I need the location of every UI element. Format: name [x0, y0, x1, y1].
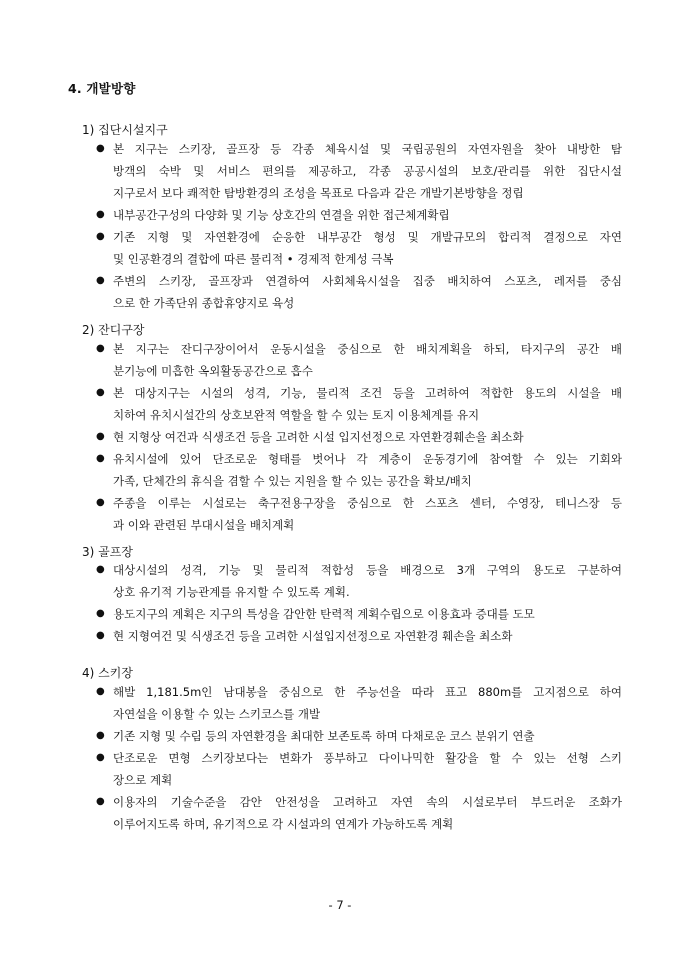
page-number: - 7 - [328, 898, 352, 912]
bullet-item [96, 681, 622, 725]
bullet-icon: ● [96, 630, 105, 641]
bullet-text-line: 내부공간구성의 다양화 및 기능 상호간의 연결을 위한 접근체계확립 [113, 208, 450, 222]
subsection-title: 3) 골프장 [82, 545, 133, 559]
bullet-text-line: 장으로 계획 [113, 773, 173, 787]
bullet-item [96, 382, 622, 426]
bullet-item [96, 725, 622, 747]
bullet-icon: ● [96, 686, 105, 697]
bullet-text-line: 현 지형상 여건과 식생조건 등을 고려한 시설 입지선정으로 자연환경훼손을 최소화 [113, 430, 524, 444]
section-heading: 4. 개발방향 [68, 81, 136, 96]
bullet-text-line: 치하여 유치시설간의 상호보완적 역할을 할 수 있는 토지 이용체계를 유지 [113, 408, 480, 422]
bullet-icon: ● [96, 387, 105, 398]
bullet-icon: ● [96, 752, 105, 763]
bullet-text-line: 이루어지도록 하며, 유기적으로 각 시설과의 연계가 가능하도록 계획 [113, 817, 454, 831]
bullet-text-line: 및 인공환경의 결합에 따른 물리적 • 경제적 한계성 극복 [113, 252, 394, 266]
bullet-item [96, 338, 622, 382]
bullet-icon: ● [96, 275, 105, 286]
bullet-text-line: 으로 한 가족단위 종합휴양지로 육성 [113, 296, 295, 310]
subsection-title: 4) 스키장 [82, 666, 133, 680]
bullet-text-line: 주변의 스키장, 골프장과 연결하여 사회체육시설을 집중 배치하여 스포츠, 레저를 중심 [113, 274, 622, 288]
bullet-text-line: 과 이와 관련된 부대시설을 배치계획 [113, 518, 295, 532]
bullet-item [96, 747, 622, 791]
bullet-text-line: 본 지구는 잔디구장이어서 운동시설을 중심으로 한 배치계획을 하되, 타지구의 공간 배 [113, 342, 622, 356]
bullet-text-line: 본 지구는 스키장, 골프장 등 각종 체육시설 및 국립공원의 자연자원을 찾아 내방한 탐 [113, 142, 622, 156]
bullet-text-line: 가족, 단체간의 휴식을 겸할 수 있는 지원을 할 수 있는 공간을 확보/배치 [113, 474, 472, 488]
bullet-text-line: 용도지구의 계획은 지구의 특성을 감안한 탄력적 계획수립으로 이용효과 증대를 도모 [113, 607, 535, 621]
subsection-title: 2) 잔디구장 [82, 323, 145, 337]
bullet-icon: ● [96, 564, 105, 575]
bullet-icon: ● [96, 231, 105, 242]
bullet-text-line: 이용자의 기술수준을 감안 안전성을 고려하고 자연 속의 시설로부터 부드러운 조화가 [113, 795, 622, 809]
bullet-icon: ● [96, 343, 105, 354]
bullet-text-line: 기존 지형 및 자연환경에 순응한 내부공간 형성 및 개발규모의 합리적 결정으로 자연 [113, 230, 622, 244]
bullet-item [96, 625, 622, 647]
bullet-text-line: 자연설을 이용할 수 있는 스키코스를 개발 [113, 707, 321, 721]
bullet-text-line: 대상시설의 성격, 기능 및 물리적 적합성 등을 배경으로 3개 구역의 용도로 구분하여 [113, 563, 622, 577]
bullet-icon: ● [96, 730, 105, 741]
bullet-text-line: 본 대상지구는 시설의 성격, 기능, 물리적 조건 등을 고려하여 적합한 용도의 시설을 배 [113, 386, 622, 400]
bullet-text-line: 기존 지형 및 수림 등의 자연환경을 최대한 보존토록 하며 다채로운 코스 분위기 연출 [113, 729, 535, 743]
bullet-text-line: 상호 유기적 기능관계를 유지할 수 있도록 계획. [113, 585, 350, 599]
bullet-item [96, 138, 622, 204]
bullet-icon: ● [96, 608, 105, 619]
bullet-item [96, 559, 622, 603]
bullet-item [96, 603, 622, 625]
bullet-item [96, 791, 622, 835]
bullet-icon: ● [96, 431, 105, 442]
bullet-icon: ● [96, 209, 105, 220]
bullet-text-line: 단조로운 면형 스키장보다는 변화가 풍부하고 다이나믹한 활강을 할 수 있는 선형 스키 [113, 751, 622, 765]
bullet-text-line: 해발 1,181.5m인 남대봉을 중심으로 한 주능선을 따라 표고 880m를 고지점으로 하여 [113, 685, 622, 699]
bullet-item [96, 448, 622, 492]
bullet-text-line: 주종을 이루는 시설로는 축구전용구장을 중심으로 한 스포츠 센터, 수영장, 테니스장 등 [113, 496, 622, 510]
bullet-item [96, 204, 622, 226]
bullet-icon: ● [96, 796, 105, 807]
bullet-text-line: 분기능에 미흡한 옥외활동공간으로 흡수 [113, 364, 313, 378]
bullet-item [96, 492, 622, 536]
bullet-icon: ● [96, 143, 105, 154]
bullet-text-line: 방객의 숙박 및 서비스 편의를 제공하고, 각종 공공시설의 보호/관리를 위한 집단시설 [113, 164, 622, 178]
subsection-title: 1) 집단시설지구 [82, 123, 168, 137]
bullet-text-line: 현 지형여건 및 식생조건 등을 고려한 시설입지선정으로 자연환경 훼손을 최소화 [113, 629, 513, 643]
bullet-item [96, 426, 622, 448]
bullet-icon: ● [96, 453, 105, 464]
bullet-text-line: 지구로서 보다 쾌적한 탐방환경의 조성을 목표로 다음과 같은 개발기본방향을 정립 [113, 186, 524, 200]
bullet-item [96, 270, 622, 314]
bullet-icon: ● [96, 497, 105, 508]
bullet-text-line: 유치시설에 있어 단조로운 형태를 벗어나 각 계층이 운동경기에 참여할 수 있는 기회와 [113, 452, 622, 466]
bullet-item [96, 226, 622, 270]
